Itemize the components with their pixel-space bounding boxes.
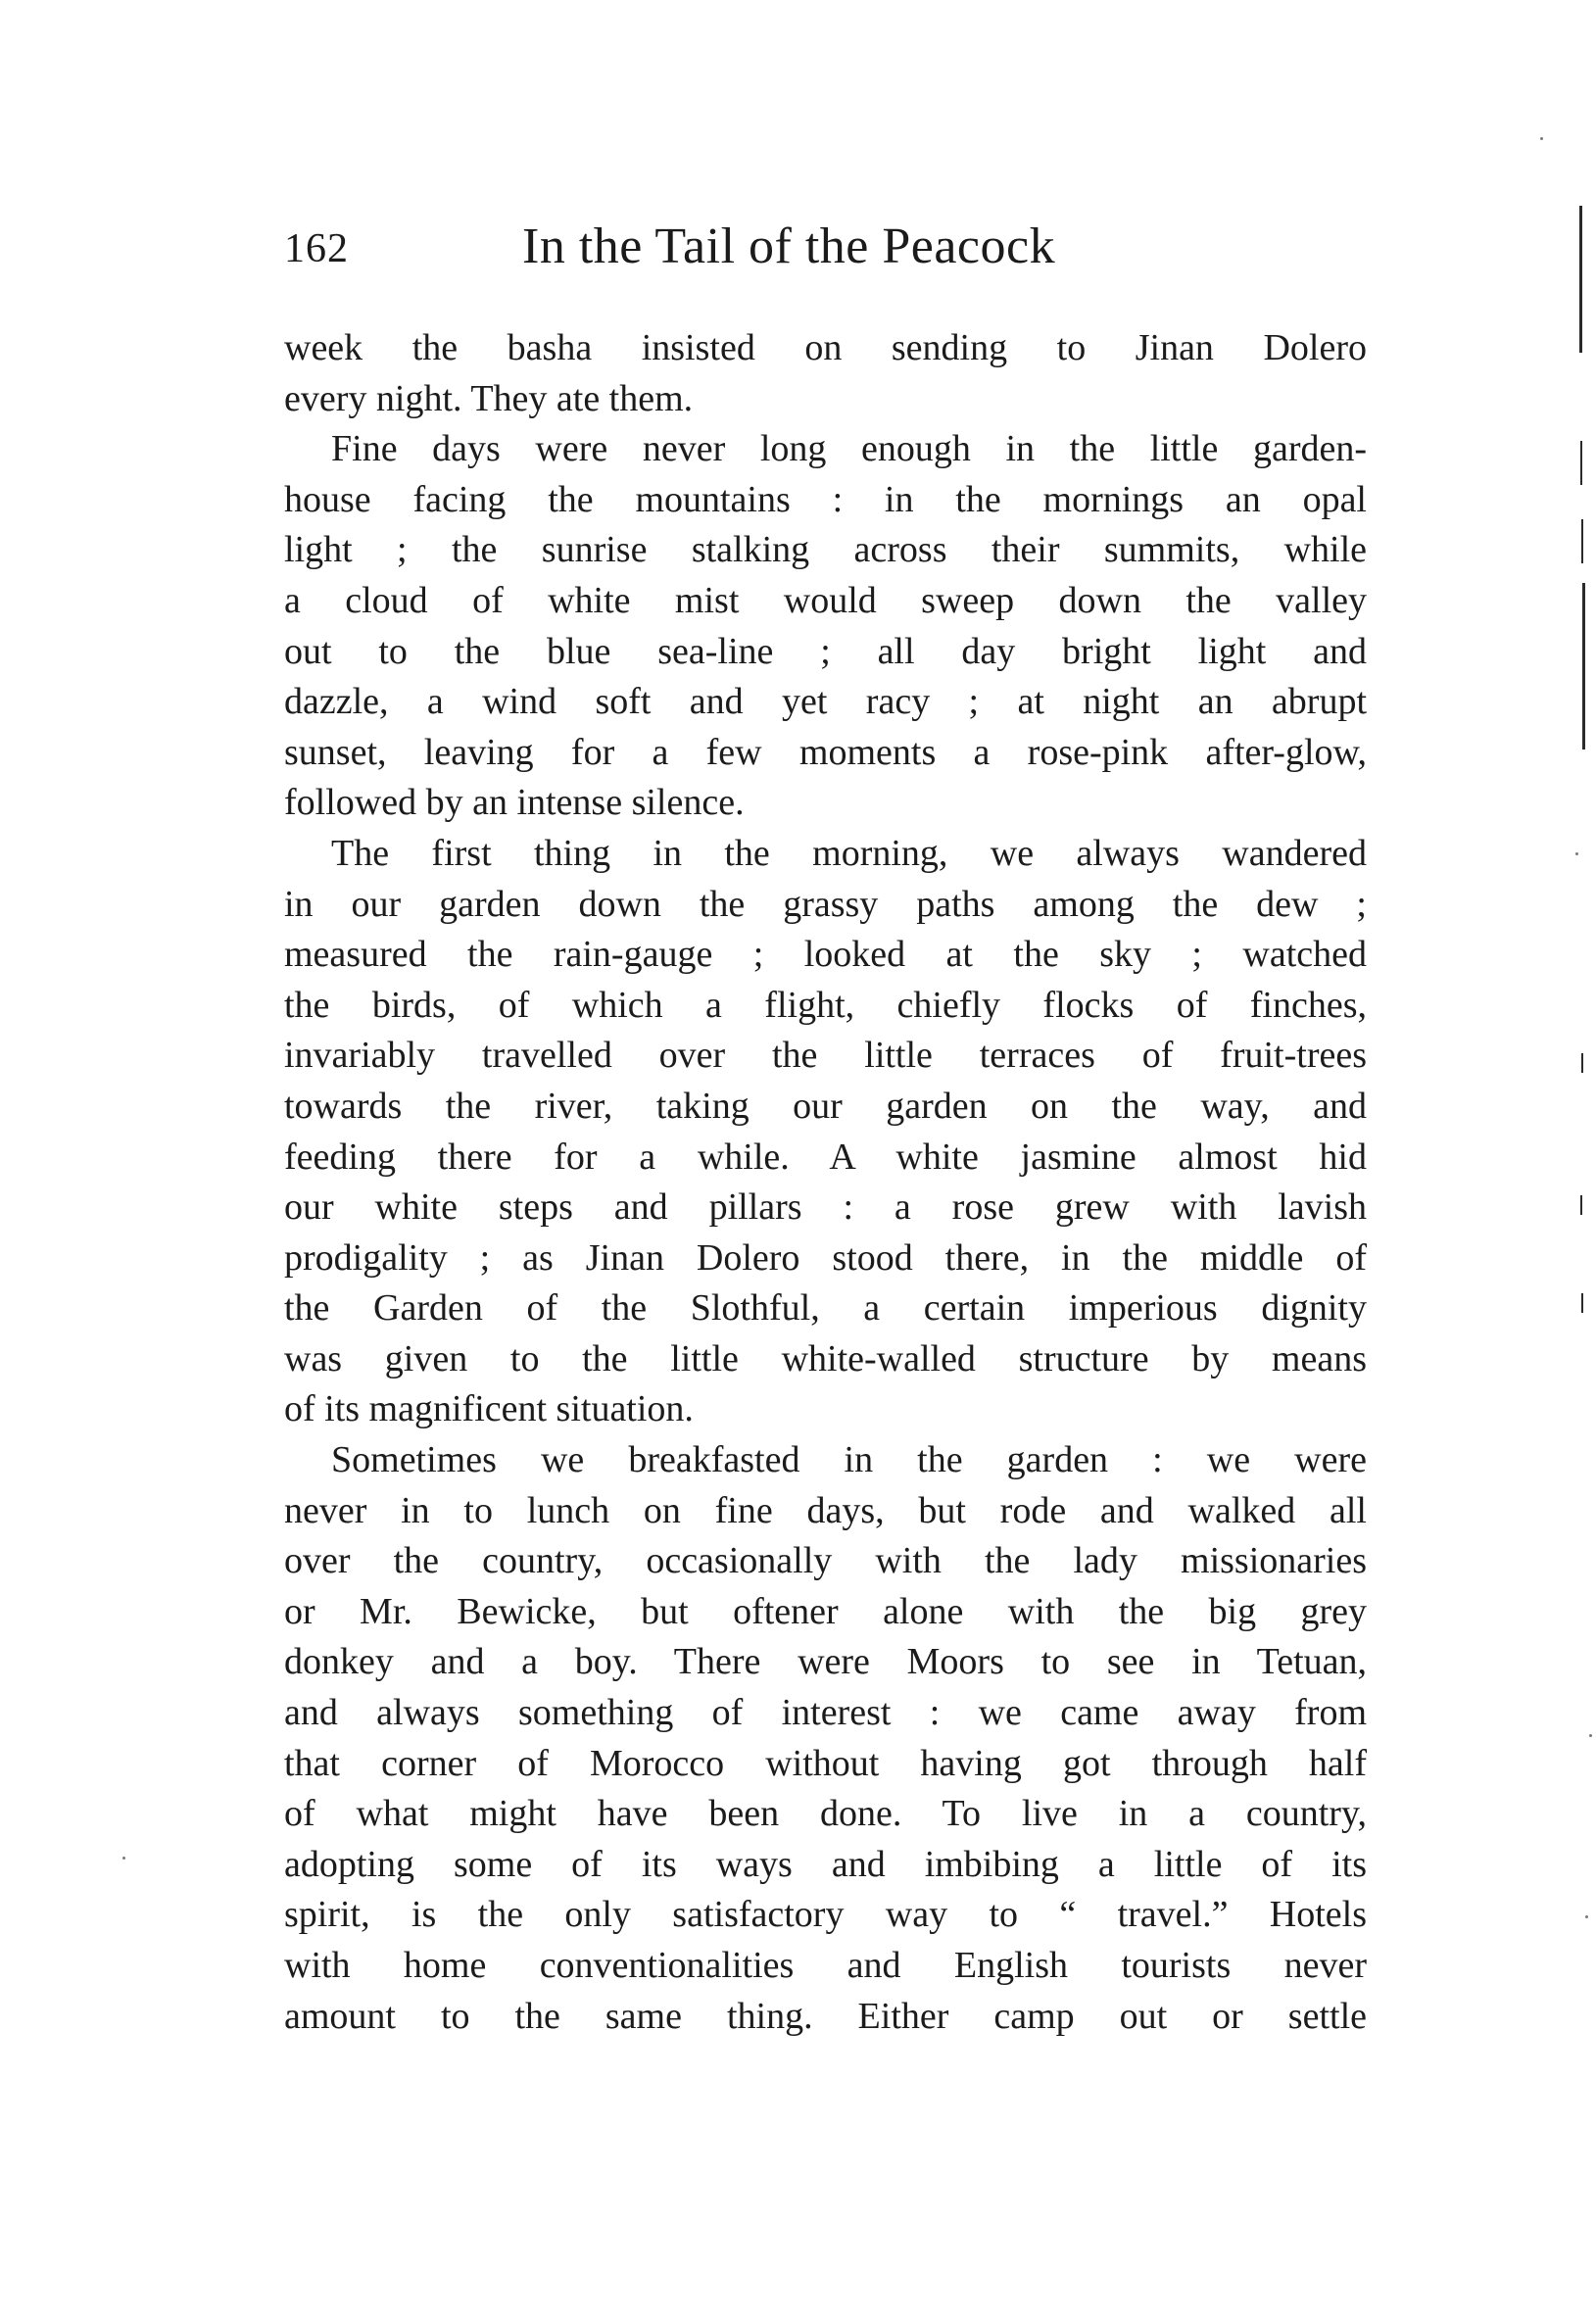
text-line: measured the rain-gauge ; looked at the sky ; watched <box>284 934 1367 976</box>
text-line: Fine days were never long enough in the little garden- <box>331 428 1367 470</box>
text-line: was given to the little white-walled structure by means <box>284 1337 1367 1379</box>
text-line: dazzle, a wind soft and yet racy ; at night an abrupt <box>284 681 1367 723</box>
text-line: towards the river, taking our garden on the way, and <box>284 1085 1367 1127</box>
text-line: The first thing in the morning, we always wandered <box>331 832 1367 874</box>
text-line: over the country, occasionally with the lady missionaries <box>284 1540 1367 1582</box>
scan-edge-mark <box>1580 1195 1582 1215</box>
text-line: our white steps and pillars : a rose grew with lavish <box>284 1186 1367 1229</box>
scan-speck <box>1575 852 1578 855</box>
body-text <box>284 323 1367 2042</box>
scan-edge-mark <box>1582 583 1585 749</box>
page-number: 162 <box>284 226 349 271</box>
text-line: donkey and a boy. There were Moors to see in Tetuan, <box>284 1641 1367 1683</box>
text-line: adopting some of its ways and imbibing a little of its <box>284 1843 1367 1885</box>
text-line: week the basha insisted on sending to Jinan Dolero <box>284 327 1367 368</box>
scan-edge-mark <box>1579 206 1582 353</box>
text-line: out to the blue sea-line ; all day bright light and <box>284 630 1367 672</box>
text-line: sunset, leaving for a few moments a rose-pink after-glow, <box>284 731 1367 773</box>
text-line: never in to lunch on fine days, but rode and walked all <box>284 1489 1367 1531</box>
text-line: of what might have been done. To live in a country, <box>284 1793 1367 1835</box>
running-title: In the Tail of the Peacock <box>522 218 1056 274</box>
scan-edge-mark <box>1581 1293 1583 1313</box>
text-line: with home conventionalities and English tourists never <box>284 1945 1367 1986</box>
scan-speck <box>1540 137 1543 140</box>
text-line: house facing the mountains : in the mornings an opal <box>284 478 1367 520</box>
scan-edge-mark <box>1581 519 1583 563</box>
text-line: in our garden down the grassy paths among the dew ; <box>284 883 1367 925</box>
text-line: a cloud of white mist would sweep down the valley <box>284 579 1367 621</box>
text-line: followed by an intense silence. <box>284 782 745 824</box>
text-line: that corner of Morocco without having got through half <box>284 1742 1367 1784</box>
text-line: every night. They ate them. <box>284 377 694 419</box>
text-line: prodigality ; as Jinan Dolero stood there, in the middle of <box>284 1236 1367 1279</box>
page-header <box>284 218 1367 286</box>
text-line: the Garden of the Slothful, a certain imperious dignity <box>284 1287 1367 1330</box>
scan-speck <box>1589 1734 1592 1737</box>
scan-speck <box>1585 1915 1588 1918</box>
text-line: light ; the sunrise stalking across their summits, while <box>284 529 1367 571</box>
text-line: amount to the same thing. Either camp out or settle <box>284 1995 1367 2037</box>
text-line: and always something of interest : we came away from <box>284 1692 1367 1734</box>
scan-speck <box>122 1857 125 1860</box>
scan-edge-mark <box>1581 1053 1583 1073</box>
text-line: Sometimes we breakfasted in the garden : we were <box>331 1439 1367 1481</box>
text-line: invariably travelled over the little terraces of fruit-trees <box>284 1035 1367 1077</box>
scan-edge-mark <box>1580 441 1582 485</box>
text-line: spirit, is the only satisfactory way to “ travel.” Hotels <box>284 1894 1367 1936</box>
text-line: feeding there for a while. A white jasmine almost hid <box>284 1136 1367 1178</box>
text-line: the birds, of which a flight, chiefly flocks of finches, <box>284 984 1367 1026</box>
text-line: of its magnificent situation. <box>284 1388 694 1430</box>
text-line: or Mr. Bewicke, but oftener alone with the big grey <box>284 1590 1367 1632</box>
